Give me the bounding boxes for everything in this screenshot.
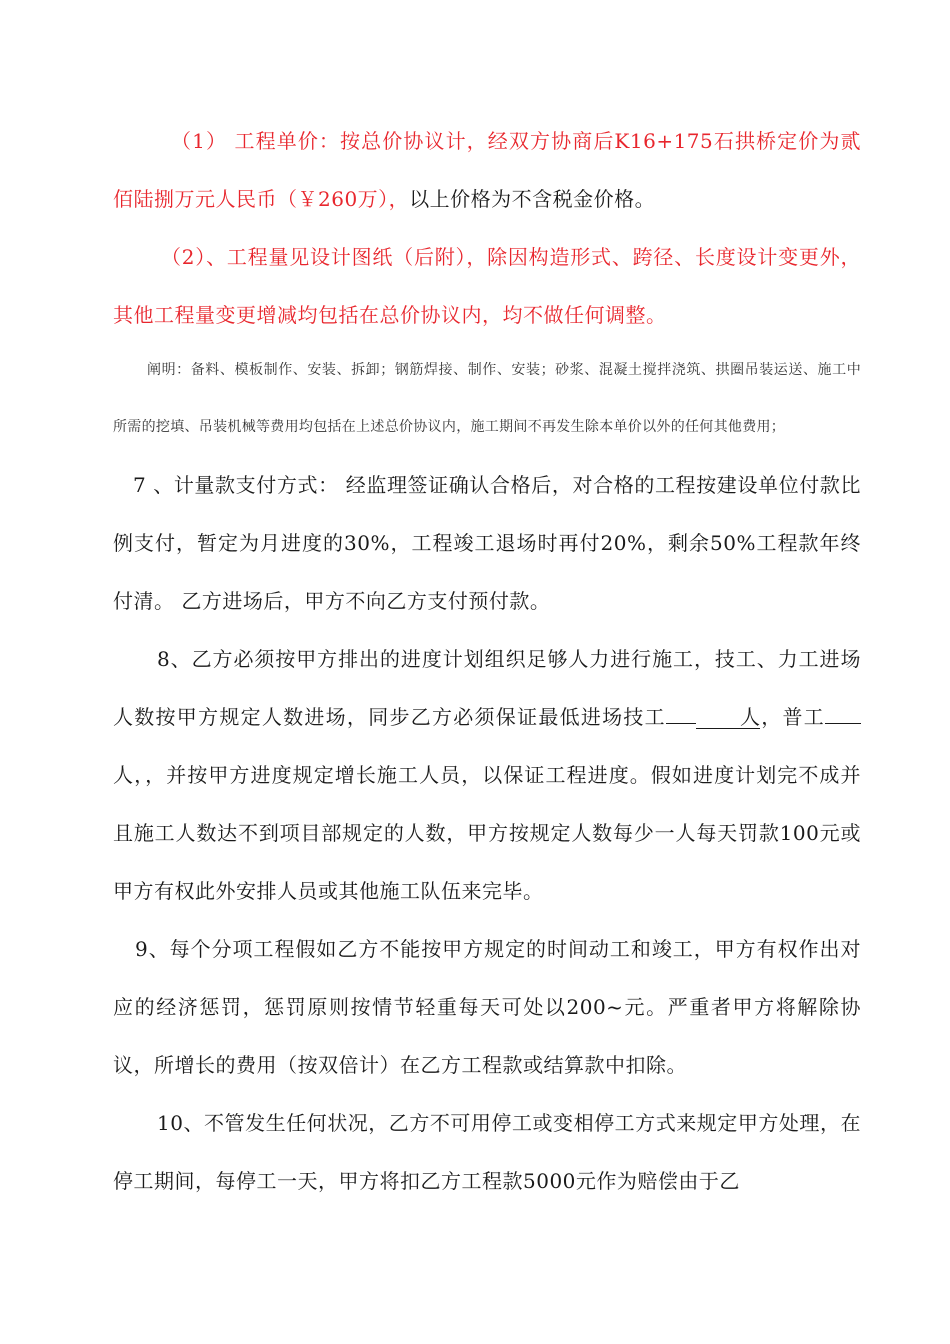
clause-8-part-1: 8、乙方必须按甲方排出的进度计划组织足够人力进行施工，技工、力工进场人数按甲方规定人数进场，同步乙方必须保证最低进场技工 [113, 647, 861, 729]
clause-8-unit-2: 人 [113, 763, 135, 787]
clause-8-staffing [113, 630, 861, 920]
clause-10-stoppage: 10、不管发生任何状况，乙方不可用停工或变相停工方式来规定甲方处理，在停工期间，每停工一天，甲方将扣乙方工程款5000元作为赔偿由于乙 [113, 1111, 861, 1193]
clause-7-payment-method: 7 、计量款支付方式： 经监理签证确认合格后，对合格的工程按建设单位付款比例支付，暂定为月进度的30%，工程竣工退场时再付20%，剩余50%工程款年终付清。 乙方进场后，甲方不向乙方支付预付款。 [113, 473, 861, 613]
clause-8-part-3: ，，并按甲方进度规定增长施工人员，以保证工程进度。假如进度计划完不成并且施工人数达不到项目部规定的人数，甲方按规定人数每少一人每天罚款100元或甲方有权此外安排人员或其他施工队伍来完毕。 [113, 763, 862, 903]
clause-8-part-2: ，普工 [760, 705, 826, 729]
clause-8-unit-1: 人 [696, 706, 761, 729]
skilled-workers-blank [666, 723, 696, 724]
clause-6-1-red-text: （1） 工程单价：按总价协议计，经双方协商后K16+175石拱桥定价为贰佰陆捌万元人民币（￥260万）， [113, 129, 861, 211]
clause-6-1-unit-price [113, 112, 861, 228]
document-page [113, 112, 861, 1210]
clause-9-penalty: 9、每个分项工程假如乙方不能按甲方规定的时间动工和竣工，甲方有权作出对应的经济惩罚，惩罚原则按情节轻重每天可处以200~元。严重者甲方将解除协议，所增长的费用（按双倍计）在乙方工程款或结算款中扣除。 [113, 937, 861, 1077]
clause-6-1-black-tail: 以上价格为不含税金价格。 [409, 187, 656, 211]
general-workers-blank [825, 723, 861, 724]
clause-note-explanation: 阐明：备料、模板制作、安装、拆卸；钢筋焊接、制作、安装；砂浆、混凝土搅拌浇筑、拱圈吊装运送、施工中所需的挖填、吊装机械等费用均包括在上述总价协议内，施工期间不再发生除本单价以外的任何其他费用； [113, 362, 861, 435]
clause-6-2-quantity: （2）、工程量见设计图纸（后附），除因构造形式、跨径、长度设计变更外，其他工程量变更增减均包括在总价协议内，均不做任何调整。 [113, 245, 861, 327]
